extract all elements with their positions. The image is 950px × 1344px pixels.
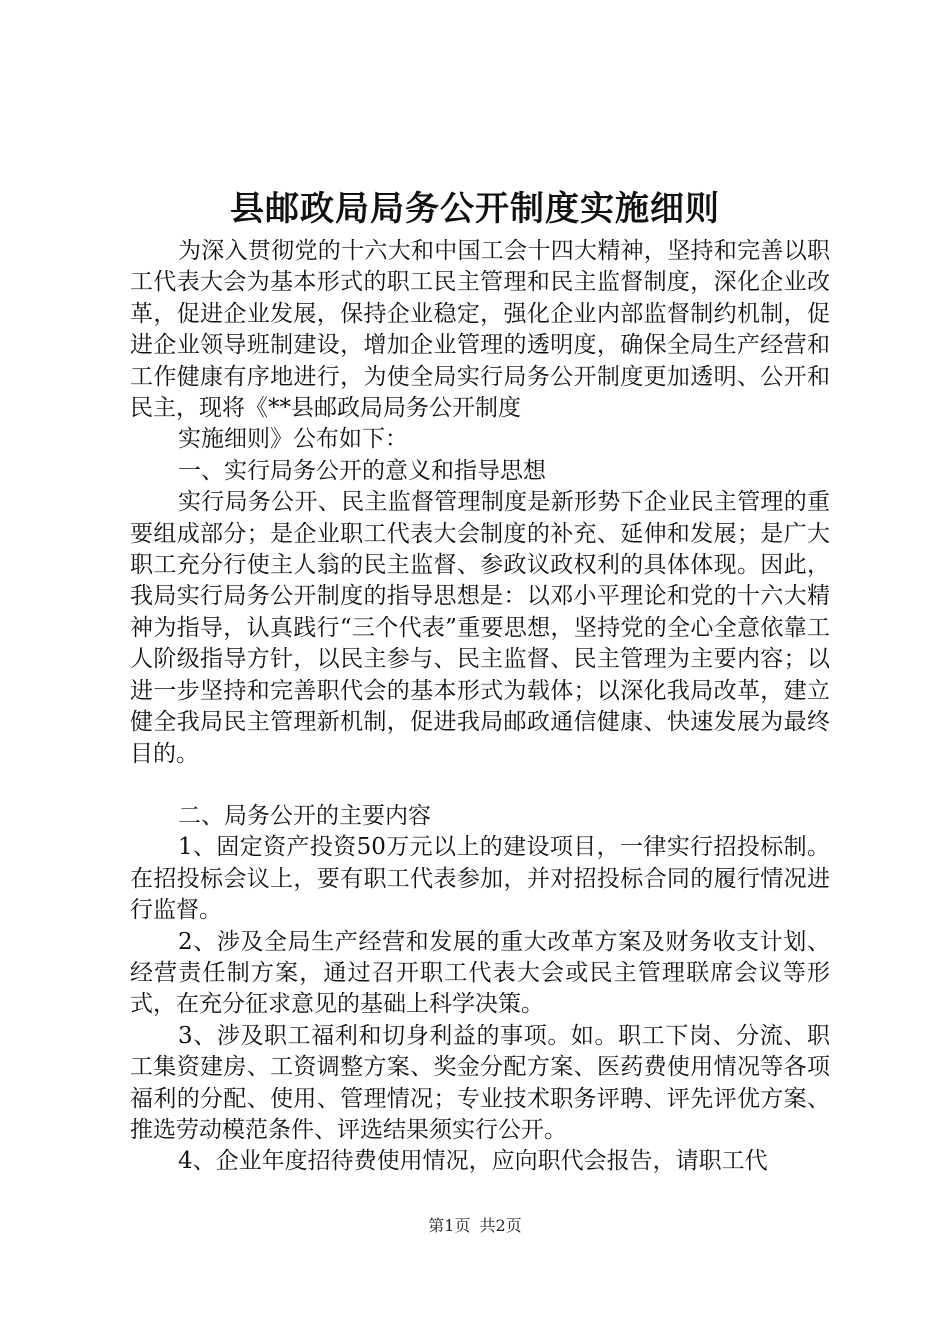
paragraph-guiding-thought: 实行局务公开、民主监督管理制度是新形势下企业民主管理的重要组成部分；是企业职工代表大会制度的补充、延伸和发展；是广大职工充分行使主人翁的民主监督、参政议政权利的具体体现。因此，我局实行局务公开制度的指导思想是：以邓小平理论和党的十六大精神为指导，认真践行“三个代表”重要思想，坚持党的全心全意依靠工人阶级指导方针，以民主参与、民主监督、民主管理为主要内容；以进一步坚持和完善职代会的基本形式为载体；以深化我局改革，建立健全我局民主管理新机制，促进我局邮政通信健康、快速发展为最终目的。: [130, 489, 830, 767]
document-title: 县邮政局局务公开制度实施细则: [230, 189, 720, 229]
section-1-heading: 一、实行局务公开的意义和指导思想: [178, 457, 546, 484]
section-2-heading: 二、局务公开的主要内容: [178, 802, 431, 829]
list-item: 1、固定资产投资50万元以上的建设项目，一律实行招投标制。在招投标会议上，要有职工代表参加，并对招投标合同的履行情况进行监督。: [130, 834, 830, 924]
list-item: 4、企业年度招待费使用情况，应向职代会报告，请职工代: [178, 1148, 768, 1175]
page-total: 共2页: [479, 1216, 522, 1235]
paragraph-intro: 为深入贯彻党的十六大和中国工会十四大精神，坚持和完善以职工代表大会为基本形式的职工民主管理和民主监督制度，深化企业改革，促进企业发展，保持企业稳定，强化企业内部监督制约机制，促进企业领导班制建设，增加企业管理的透明度，确保全局生产经营和工作健康有序地进行，为使全局实行局务公开制度更加透明、公开和民主，现将《**县邮政局局务公开制度: [130, 238, 830, 422]
document-body: [130, 236, 830, 1178]
list-item: 3、涉及职工福利和切身利益的事项。如。职工下岗、分流、职工集资建房、工资调整方案、奖金分配方案、医药费使用情况等各项福利的分配、使用、管理情况；专业技术职务评聘、评先评优方案、推选劳动模范条件、评选结果须实行公开。: [130, 1022, 830, 1143]
paragraph-announce: 实施细则》公布如下：: [178, 426, 408, 453]
list-item: 2、涉及全局生产经营和发展的重大改革方案及财务收支计划、经营责任制方案，通过召开职工代表大会或民主管理联席会议等形式，在充分征求意见的基础上科学决策。: [130, 928, 830, 1018]
page-number: 第1页: [428, 1216, 471, 1235]
blank-line: [130, 770, 830, 801]
page-footer: [0, 1215, 950, 1237]
